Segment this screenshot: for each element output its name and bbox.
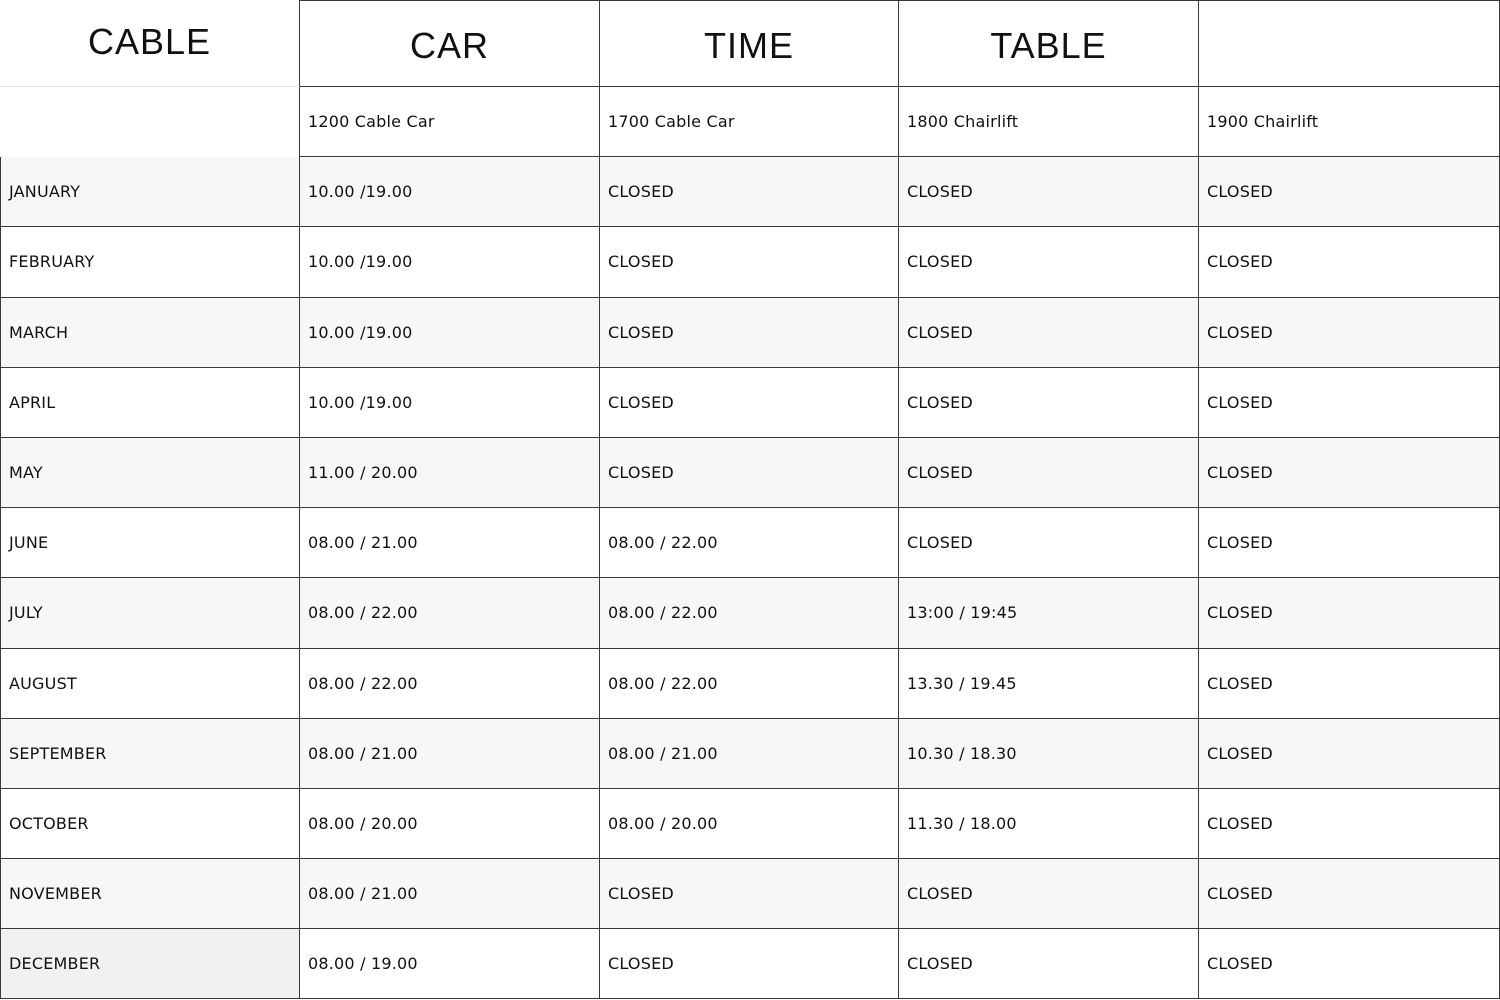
time-cell: CLOSED xyxy=(899,438,1199,508)
time-cell: CLOSED xyxy=(899,508,1199,578)
time-cell: CLOSED xyxy=(1199,508,1500,578)
time-cell: CLOSED xyxy=(899,157,1199,227)
time-cell: CLOSED xyxy=(899,368,1199,438)
time-cell: 10.00 /19.00 xyxy=(300,368,600,438)
time-cell: 10.00 /19.00 xyxy=(300,157,600,227)
title-word-table: TABLE xyxy=(899,0,1199,87)
title-word-car: CAR xyxy=(300,0,600,87)
month-label: SEPTEMBER xyxy=(0,719,300,789)
title-word-cable: CABLE xyxy=(0,0,300,87)
lift-header: 1900 Chairlift xyxy=(1199,87,1500,157)
time-cell: 08.00 / 19.00 xyxy=(300,929,600,999)
time-cell: CLOSED xyxy=(899,929,1199,999)
time-cell: CLOSED xyxy=(600,859,899,929)
month-label: AUGUST xyxy=(0,649,300,719)
time-cell: CLOSED xyxy=(1199,929,1500,999)
time-cell: CLOSED xyxy=(1199,438,1500,508)
time-cell: CLOSED xyxy=(600,298,899,368)
month-label: MARCH xyxy=(0,298,300,368)
time-cell: CLOSED xyxy=(1199,719,1500,789)
title-blank-cell xyxy=(1199,0,1500,87)
time-cell: 08.00 / 21.00 xyxy=(300,508,600,578)
lift-header: 1800 Chairlift xyxy=(899,87,1199,157)
time-cell: 13:00 / 19:45 xyxy=(899,578,1199,648)
month-label: MAY xyxy=(0,438,300,508)
time-cell: 08.00 / 22.00 xyxy=(300,578,600,648)
time-cell: 11.30 / 18.00 xyxy=(899,789,1199,859)
time-cell: 10.30 / 18.30 xyxy=(899,719,1199,789)
time-cell: 08.00 / 20.00 xyxy=(300,789,600,859)
time-cell: CLOSED xyxy=(1199,578,1500,648)
time-cell: CLOSED xyxy=(600,368,899,438)
month-label: JANUARY xyxy=(0,157,300,227)
month-label: NOVEMBER xyxy=(0,859,300,929)
time-cell: 10.00 /19.00 xyxy=(300,298,600,368)
time-cell: 10.00 /19.00 xyxy=(300,227,600,297)
time-cell: 08.00 / 21.00 xyxy=(300,859,600,929)
month-label: DECEMBER xyxy=(0,929,300,999)
title-word-time: TIME xyxy=(600,0,899,87)
month-label: JUNE xyxy=(0,508,300,578)
month-label: FEBRUARY xyxy=(0,227,300,297)
time-cell: CLOSED xyxy=(899,298,1199,368)
lift-header-blank-cell xyxy=(0,87,300,157)
time-cell: 08.00 / 22.00 xyxy=(600,578,899,648)
time-cell: CLOSED xyxy=(1199,298,1500,368)
time-cell: 11.00 / 20.00 xyxy=(300,438,600,508)
time-cell: CLOSED xyxy=(600,227,899,297)
time-cell: 08.00 / 21.00 xyxy=(300,719,600,789)
month-label: OCTOBER xyxy=(0,789,300,859)
time-cell: CLOSED xyxy=(1199,368,1500,438)
lift-header: 1200 Cable Car xyxy=(300,87,600,157)
month-label: JULY xyxy=(0,578,300,648)
time-cell: CLOSED xyxy=(600,929,899,999)
time-cell: CLOSED xyxy=(1199,157,1500,227)
time-cell: CLOSED xyxy=(600,438,899,508)
time-cell: CLOSED xyxy=(600,157,899,227)
time-cell: CLOSED xyxy=(1199,649,1500,719)
time-cell: 08.00 / 22.00 xyxy=(600,508,899,578)
time-cell: 08.00 / 22.00 xyxy=(300,649,600,719)
time-cell: CLOSED xyxy=(1199,227,1500,297)
time-cell: CLOSED xyxy=(1199,789,1500,859)
time-cell: 08.00 / 20.00 xyxy=(600,789,899,859)
time-cell: 08.00 / 22.00 xyxy=(600,649,899,719)
month-label: APRIL xyxy=(0,368,300,438)
time-cell: CLOSED xyxy=(899,859,1199,929)
time-cell: CLOSED xyxy=(899,227,1199,297)
time-cell: CLOSED xyxy=(1199,859,1500,929)
lift-header: 1700 Cable Car xyxy=(600,87,899,157)
time-cell: 13.30 / 19.45 xyxy=(899,649,1199,719)
time-cell: 08.00 / 21.00 xyxy=(600,719,899,789)
